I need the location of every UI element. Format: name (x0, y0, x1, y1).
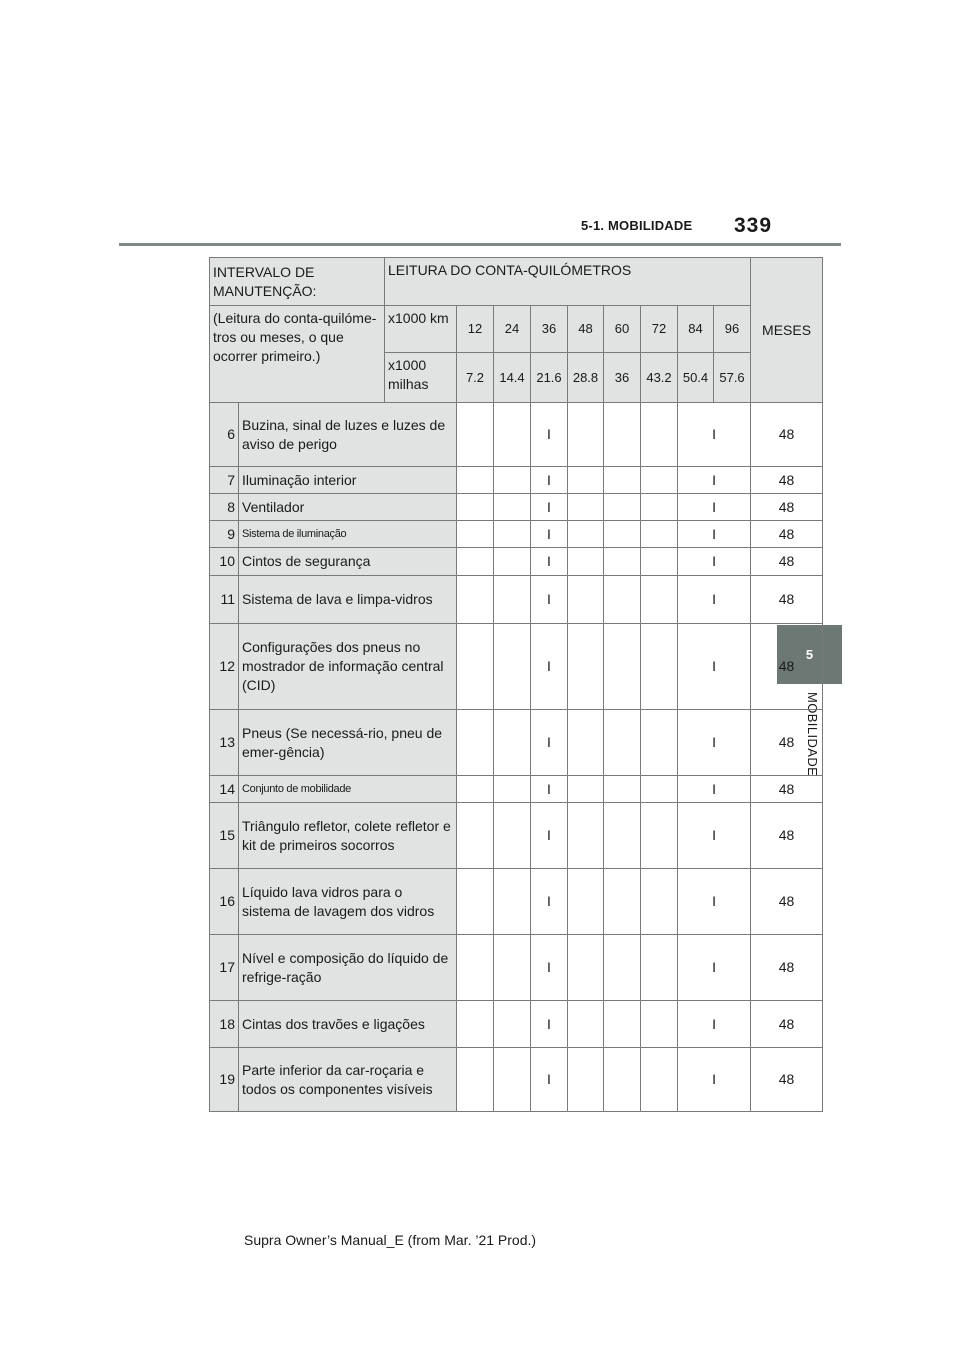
row-number: 14 (210, 776, 239, 803)
interval-mark: I (678, 710, 751, 776)
table-row (210, 521, 823, 548)
interval-mark (604, 1001, 641, 1048)
interval-mark: I (531, 1001, 568, 1048)
interval-mark (494, 548, 531, 576)
row-number: 7 (210, 467, 239, 494)
interval-mark (604, 548, 641, 576)
interval-mark (641, 1001, 678, 1048)
row-number: 19 (210, 1048, 239, 1112)
table-row (210, 935, 823, 1001)
item-description: Iluminação interior (239, 467, 457, 494)
km-value: 36 (531, 306, 568, 353)
miles-unit: x1000 milhas (385, 353, 457, 403)
item-description: Conjunto de mobilidade (239, 776, 457, 803)
interval-mark (641, 776, 678, 803)
table-row (210, 548, 823, 576)
interval-mark (494, 403, 531, 467)
table-row (210, 710, 823, 776)
footer-text: Supra Owner’s Manual_E (from Mar. ’21 Prod.) (244, 1232, 537, 1248)
interval-mark (604, 494, 641, 521)
interval-mark (641, 576, 678, 624)
interval-mark (641, 624, 678, 710)
interval-mark: I (531, 576, 568, 624)
interval-mark (457, 803, 494, 869)
interval-mark (641, 494, 678, 521)
mile-value: 14.4 (494, 353, 531, 403)
interval-mark (641, 869, 678, 935)
interval-mark (641, 467, 678, 494)
interval-mark (604, 521, 641, 548)
interval-mark: I (531, 935, 568, 1001)
interval-mark (494, 710, 531, 776)
interval-mark (604, 1048, 641, 1112)
interval-mark (641, 935, 678, 1001)
interval-mark (457, 521, 494, 548)
interval-mark: I (678, 1048, 751, 1112)
row-number: 12 (210, 624, 239, 710)
interval-mark (457, 1001, 494, 1048)
row-number: 18 (210, 1001, 239, 1048)
interval-mark: I (531, 710, 568, 776)
months-value: 48 (751, 869, 823, 935)
mile-value: 36 (604, 353, 641, 403)
interval-mark: I (531, 1048, 568, 1112)
interval-mark: I (678, 467, 751, 494)
table-row (210, 1048, 823, 1112)
mile-value: 57.6 (714, 353, 751, 403)
interval-mark: I (531, 548, 568, 576)
item-description: Cintos de segurança (239, 548, 457, 576)
interval-mark: I (678, 776, 751, 803)
interval-mark (641, 548, 678, 576)
months-header: MESES (751, 258, 823, 403)
months-value: 48 (751, 776, 823, 803)
table-row (210, 869, 823, 935)
interval-mark (568, 710, 604, 776)
table-row (210, 494, 823, 521)
km-value: 24 (494, 306, 531, 353)
mile-value: 28.8 (568, 353, 604, 403)
interval-mark (494, 1001, 531, 1048)
interval-mark: I (531, 624, 568, 710)
interval-mark (641, 521, 678, 548)
interval-mark (457, 467, 494, 494)
interval-mark (568, 576, 604, 624)
km-value: 72 (641, 306, 678, 353)
interval-mark: I (678, 803, 751, 869)
table-row (210, 803, 823, 869)
interval-mark: I (678, 1001, 751, 1048)
months-value: 48 (751, 403, 823, 467)
months-value: 48 (751, 548, 823, 576)
table-row (210, 467, 823, 494)
interval-mark (604, 935, 641, 1001)
row-number: 16 (210, 869, 239, 935)
interval-mark (568, 1048, 604, 1112)
page-number: 339 (734, 214, 773, 237)
interval-mark (457, 935, 494, 1001)
interval-mark (457, 624, 494, 710)
interval-mark (457, 548, 494, 576)
interval-mark (457, 494, 494, 521)
chapter-number: 5 (805, 647, 814, 662)
item-description: Nível e composição do líquido de refrige-ração (239, 935, 457, 1001)
interval-mark: I (531, 869, 568, 935)
interval-mark (494, 776, 531, 803)
item-description: Pneus (Se necessá-rio, pneu de emer-gência) (239, 710, 457, 776)
row-number: 8 (210, 494, 239, 521)
interval-mark (494, 576, 531, 624)
chapter-side-label: MOBILIDADE (805, 692, 820, 777)
item-description: Configurações dos pneus no mostrador de informação central (CID) (239, 624, 457, 710)
table-row (210, 624, 823, 710)
table-row (210, 403, 823, 467)
months-value: 48 (751, 1048, 823, 1112)
months-value: 48 (751, 1001, 823, 1048)
interval-mark (641, 710, 678, 776)
item-description: Parte inferior da car-roçaria e todos os componentes visíveis (239, 1048, 457, 1112)
interval-mark (568, 467, 604, 494)
interval-mark (494, 1048, 531, 1112)
interval-mark: I (531, 776, 568, 803)
km-value: 96 (714, 306, 751, 353)
interval-mark (568, 521, 604, 548)
interval-mark (494, 521, 531, 548)
months-value: 48 (751, 576, 823, 624)
interval-mark: I (678, 403, 751, 467)
interval-mark: I (678, 548, 751, 576)
item-description: Sistema de lava e limpa-vidros (239, 576, 457, 624)
mile-value: 21.6 (531, 353, 568, 403)
interval-mark (568, 803, 604, 869)
row-number: 6 (210, 403, 239, 467)
months-value: 48 (751, 467, 823, 494)
interval-mark (604, 576, 641, 624)
interval-mark (457, 403, 494, 467)
interval-mark (457, 1048, 494, 1112)
table-row (210, 776, 823, 803)
km-unit: x1000 km (385, 306, 457, 353)
item-description: Líquido lava vidros para o sistema de lavagem dos vidros (239, 869, 457, 935)
km-value: 84 (678, 306, 714, 353)
table-row (210, 1001, 823, 1048)
mile-value: 50.4 (678, 353, 714, 403)
table-row (210, 576, 823, 624)
interval-mark: I (678, 521, 751, 548)
row-number: 9 (210, 521, 239, 548)
interval-mark: I (678, 494, 751, 521)
interval-mark (568, 403, 604, 467)
row-number: 15 (210, 803, 239, 869)
interval-mark (494, 624, 531, 710)
interval-mark (641, 1048, 678, 1112)
row-number: 17 (210, 935, 239, 1001)
interval-mark: I (531, 803, 568, 869)
months-value: 48 (751, 624, 823, 710)
mile-value: 43.2 (641, 353, 678, 403)
row-number: 11 (210, 576, 239, 624)
header-divider (119, 243, 841, 246)
interval-mark: I (531, 521, 568, 548)
interval-mark (457, 576, 494, 624)
item-description: Sistema de iluminação (239, 521, 457, 548)
interval-mark (568, 1001, 604, 1048)
interval-mark (641, 803, 678, 869)
interval-mark (494, 935, 531, 1001)
item-description: Cintas dos travões e ligações (239, 1001, 457, 1048)
interval-mark (457, 869, 494, 935)
interval-mark (568, 548, 604, 576)
item-description: Buzina, sinal de luzes e luzes de aviso de perigo (239, 403, 457, 467)
interval-mark (568, 869, 604, 935)
interval-mark (494, 803, 531, 869)
item-description: Triângulo refletor, colete refletor e kit de primeiros socorros (239, 803, 457, 869)
interval-mark: I (531, 403, 568, 467)
interval-mark: I (678, 624, 751, 710)
interval-mark: I (678, 576, 751, 624)
interval-mark (604, 624, 641, 710)
months-value: 48 (751, 935, 823, 1001)
months-value: 48 (751, 494, 823, 521)
interval-mark (604, 710, 641, 776)
row-number: 13 (210, 710, 239, 776)
item-description: Ventilador (239, 494, 457, 521)
interval-mark (568, 776, 604, 803)
mile-value: 7.2 (457, 353, 494, 403)
months-value: 48 (751, 521, 823, 548)
interval-mark (494, 869, 531, 935)
interval-mark (604, 776, 641, 803)
interval-mark (641, 403, 678, 467)
reading-note: (Leitura do conta-quilóme-tros ou meses, o que ocorrer primeiro.) (210, 306, 385, 403)
interval-label: INTERVALO DE MANUTENÇÃO: (210, 258, 385, 306)
interval-mark: I (678, 869, 751, 935)
interval-mark (568, 935, 604, 1001)
interval-mark (494, 467, 531, 494)
months-value: 48 (751, 803, 823, 869)
km-value: 48 (568, 306, 604, 353)
km-value: 12 (457, 306, 494, 353)
km-value: 60 (604, 306, 641, 353)
interval-mark (457, 710, 494, 776)
interval-mark (457, 776, 494, 803)
interval-mark (604, 803, 641, 869)
interval-mark (604, 869, 641, 935)
interval-mark (604, 403, 641, 467)
section-title: 5-1. MOBILIDADE (581, 218, 693, 233)
row-number: 10 (210, 548, 239, 576)
interval-mark (568, 624, 604, 710)
interval-mark (494, 494, 531, 521)
interval-mark: I (531, 467, 568, 494)
interval-mark: I (531, 494, 568, 521)
interval-mark (568, 494, 604, 521)
interval-mark (604, 467, 641, 494)
months-value: 48 (751, 710, 823, 776)
odometer-label: LEITURA DO CONTA-QUILÓMETROS (385, 258, 751, 306)
interval-mark: I (678, 935, 751, 1001)
maintenance-table (209, 257, 823, 1112)
